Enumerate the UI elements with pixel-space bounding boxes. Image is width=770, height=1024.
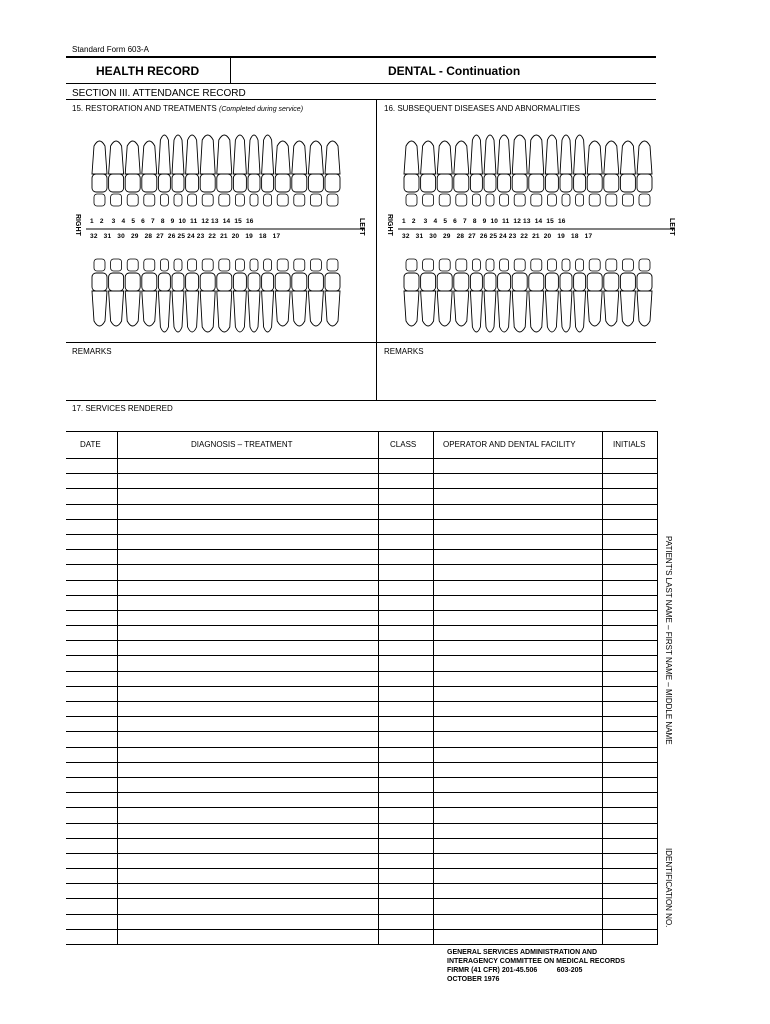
tooth-crown bbox=[262, 174, 274, 192]
tooth-occlusal bbox=[160, 194, 168, 206]
tooth-occlusal bbox=[439, 259, 450, 271]
tooth-occlusal bbox=[111, 259, 122, 271]
tooth-root bbox=[92, 141, 107, 174]
table-row[interactable] bbox=[66, 595, 658, 596]
tooth-root bbox=[172, 135, 184, 174]
subsequent-diseases-title: 16. SUBSEQUENT DISEASES AND ABNORMALITIES bbox=[384, 104, 580, 113]
tooth-crown bbox=[484, 174, 496, 192]
tooth-root bbox=[421, 141, 436, 174]
tooth-occlusal bbox=[219, 194, 230, 206]
table-row[interactable] bbox=[66, 640, 658, 641]
tooth-occlusal bbox=[94, 194, 105, 206]
tooth-occlusal bbox=[622, 259, 633, 271]
tooth-occlusal bbox=[622, 194, 633, 206]
tooth-occlusal bbox=[500, 194, 509, 206]
table-row[interactable] bbox=[66, 458, 658, 459]
table-row[interactable] bbox=[66, 929, 658, 930]
tooth-occlusal bbox=[250, 194, 258, 206]
tooth-occlusal bbox=[472, 259, 480, 271]
tooth-root bbox=[587, 291, 602, 326]
table-row[interactable] bbox=[66, 473, 658, 474]
tooth-root bbox=[470, 291, 482, 332]
column-initials: INITIALS bbox=[613, 440, 646, 449]
tooth-crown bbox=[325, 174, 340, 192]
tooth-occlusal bbox=[202, 194, 213, 206]
table-row[interactable] bbox=[66, 747, 658, 748]
tooth-occlusal bbox=[406, 194, 417, 206]
tooth-occlusal bbox=[606, 194, 617, 206]
dental-continuation-title: DENTAL - Continuation bbox=[388, 64, 521, 78]
tooth-root bbox=[248, 135, 260, 174]
table-row[interactable] bbox=[66, 731, 658, 732]
tooth-occlusal bbox=[423, 259, 434, 271]
tooth-crown bbox=[421, 174, 436, 192]
identification-no-label: IDENTIFICATION NO. bbox=[664, 848, 673, 928]
tooth-crown bbox=[200, 174, 215, 192]
table-row[interactable] bbox=[66, 853, 658, 854]
patient-name-label: PATIENT'S LAST NAME – FIRST NAME – MIDDLE NAME bbox=[664, 536, 673, 745]
remarks-label-15: REMARKS bbox=[72, 347, 112, 356]
header-divider bbox=[230, 58, 231, 83]
tooth-crown bbox=[248, 273, 260, 291]
tooth-crown bbox=[637, 273, 652, 291]
tooth-crown bbox=[142, 273, 157, 291]
tooth-crown bbox=[292, 174, 307, 192]
tooth-crown bbox=[421, 273, 436, 291]
tooth-root bbox=[217, 291, 232, 332]
tooth-crown bbox=[92, 273, 107, 291]
tooth-crown bbox=[158, 273, 170, 291]
tooth-occlusal bbox=[111, 194, 122, 206]
tooth-crown bbox=[125, 273, 140, 291]
tooth-crown bbox=[142, 174, 157, 192]
tooth-crown bbox=[125, 174, 140, 192]
lower-tooth-numbers: 32 31 30 29 28 27 26 25 24 23 22 21 20 19 18 17 bbox=[90, 233, 281, 240]
tooth-root bbox=[158, 135, 170, 174]
tooth-occlusal bbox=[406, 259, 417, 271]
tooth-root bbox=[529, 291, 544, 332]
upper-tooth-numbers: 1 2 3 4 5 6 7 8 9 10 11 12 13 14 15 16 bbox=[90, 218, 254, 225]
tooth-chart-restorations[interactable] bbox=[74, 122, 370, 337]
services-rendered-title: 17. SERVICES RENDERED bbox=[72, 404, 173, 413]
tooth-occlusal bbox=[639, 259, 650, 271]
tooth-crown bbox=[158, 174, 170, 192]
table-row[interactable] bbox=[66, 564, 658, 565]
tooth-crown bbox=[233, 273, 246, 291]
tooth-occlusal bbox=[310, 259, 321, 271]
tooth-occlusal bbox=[277, 259, 288, 271]
tooth-root bbox=[637, 141, 652, 174]
footer-form-number: 603-205 bbox=[556, 967, 583, 974]
tooth-root bbox=[484, 291, 496, 332]
tooth-root bbox=[560, 135, 572, 174]
upper-teeth-group bbox=[92, 135, 340, 206]
tooth-occlusal bbox=[219, 259, 230, 271]
right-side-label: RIGHT bbox=[386, 214, 393, 236]
tooth-crown bbox=[233, 174, 246, 192]
tooth-occlusal bbox=[127, 259, 138, 271]
table-row[interactable] bbox=[66, 610, 658, 611]
tooth-occlusal bbox=[589, 194, 600, 206]
tooth-occlusal bbox=[264, 259, 272, 271]
table-row[interactable] bbox=[66, 944, 658, 945]
footer-line-3 bbox=[447, 966, 625, 975]
tooth-root bbox=[292, 291, 307, 326]
table-row[interactable] bbox=[66, 898, 658, 899]
table-row[interactable] bbox=[66, 807, 658, 808]
tooth-root bbox=[200, 291, 215, 332]
footer-line-4: OCTOBER 1976 bbox=[447, 976, 500, 983]
tooth-crown bbox=[308, 174, 323, 192]
panel-bottom-line bbox=[66, 400, 656, 401]
tooth-root bbox=[200, 135, 215, 174]
tooth-root bbox=[172, 291, 184, 332]
table-row[interactable] bbox=[66, 580, 658, 581]
tooth-occlusal bbox=[606, 259, 617, 271]
tooth-crown bbox=[560, 174, 572, 192]
tooth-occlusal bbox=[547, 194, 556, 206]
table-row[interactable] bbox=[66, 792, 658, 793]
tooth-crown bbox=[470, 273, 482, 291]
tooth-root bbox=[233, 135, 246, 174]
tooth-root bbox=[186, 135, 199, 174]
tooth-occlusal bbox=[486, 259, 494, 271]
tooth-root bbox=[512, 135, 527, 174]
tooth-root bbox=[454, 291, 469, 326]
tooth-occlusal bbox=[456, 259, 467, 271]
tooth-root bbox=[248, 291, 260, 332]
table-row[interactable] bbox=[66, 823, 658, 824]
tooth-root bbox=[484, 135, 496, 174]
tooth-occlusal bbox=[456, 194, 467, 206]
tooth-crown bbox=[545, 174, 558, 192]
tooth-crown bbox=[109, 174, 124, 192]
tooth-occlusal bbox=[188, 194, 197, 206]
tooth-root bbox=[620, 141, 635, 174]
restoration-subtitle-text: (Completed during service) bbox=[219, 106, 304, 113]
tooth-crown bbox=[498, 174, 511, 192]
table-row[interactable] bbox=[66, 534, 658, 535]
tooth-occlusal bbox=[514, 259, 525, 271]
table-row[interactable] bbox=[66, 655, 658, 656]
form-footer bbox=[447, 948, 625, 984]
tooth-root bbox=[125, 291, 140, 326]
lower-teeth-group bbox=[404, 259, 652, 332]
tooth-occlusal bbox=[472, 194, 480, 206]
table-row[interactable] bbox=[66, 519, 658, 520]
table-row[interactable] bbox=[66, 883, 658, 884]
tooth-root bbox=[275, 141, 290, 174]
tooth-occlusal bbox=[250, 259, 258, 271]
tooth-root bbox=[325, 141, 340, 174]
lower-teeth-group bbox=[92, 259, 340, 332]
tooth-root bbox=[637, 291, 652, 326]
table-row[interactable] bbox=[66, 625, 658, 626]
remarks-top-line bbox=[66, 342, 656, 343]
tooth-root bbox=[498, 291, 511, 332]
form-header bbox=[66, 56, 656, 84]
health-record-title: HEALTH RECORD bbox=[96, 64, 200, 78]
tooth-occlusal bbox=[576, 259, 584, 271]
tooth-root bbox=[529, 135, 544, 174]
lower-tooth-numbers: 32 31 30 29 28 27 26 25 24 23 22 21 20 19 18 17 bbox=[402, 233, 593, 240]
table-row[interactable] bbox=[66, 701, 658, 702]
tooth-root bbox=[217, 135, 232, 174]
tooth-occlusal bbox=[439, 194, 450, 206]
tooth-crown bbox=[529, 273, 544, 291]
tooth-root bbox=[545, 135, 558, 174]
tooth-crown bbox=[574, 273, 586, 291]
tooth-root bbox=[512, 291, 527, 332]
tooth-occlusal bbox=[235, 194, 244, 206]
restoration-treatments-title bbox=[72, 104, 303, 113]
tooth-root bbox=[109, 291, 124, 326]
tooth-crown bbox=[437, 174, 452, 192]
tooth-crown bbox=[404, 174, 419, 192]
tooth-crown bbox=[404, 273, 419, 291]
tooth-root bbox=[308, 291, 323, 326]
tooth-root bbox=[142, 141, 157, 174]
remarks-field-16[interactable] bbox=[377, 356, 656, 400]
tooth-occlusal bbox=[202, 259, 213, 271]
table-row[interactable] bbox=[66, 914, 658, 915]
tooth-occlusal bbox=[160, 259, 168, 271]
tooth-crown bbox=[454, 174, 469, 192]
tooth-root bbox=[325, 291, 340, 326]
tooth-crown bbox=[620, 174, 635, 192]
tooth-root bbox=[404, 141, 419, 174]
tooth-root bbox=[545, 291, 558, 332]
left-side-label: LEFT bbox=[358, 218, 365, 236]
tooth-root bbox=[233, 291, 246, 332]
tooth-crown bbox=[292, 273, 307, 291]
table-row[interactable] bbox=[66, 488, 658, 489]
tooth-root bbox=[454, 141, 469, 174]
tooth-root bbox=[308, 141, 323, 174]
teeth-diagram bbox=[386, 122, 682, 337]
tooth-crown bbox=[484, 273, 496, 291]
upper-tooth-numbers: 1 2 3 4 5 6 7 8 9 10 11 12 13 14 15 16 bbox=[402, 218, 566, 225]
tooth-crown bbox=[587, 273, 602, 291]
tooth-root bbox=[574, 135, 586, 174]
tooth-root bbox=[292, 141, 307, 174]
section-divider bbox=[66, 99, 656, 100]
tooth-root bbox=[92, 291, 107, 326]
tooth-crown bbox=[529, 174, 544, 192]
section-title: SECTION III. ATTENDANCE RECORD bbox=[72, 88, 246, 99]
tooth-root bbox=[560, 291, 572, 332]
tooth-crown bbox=[587, 174, 602, 192]
tooth-crown bbox=[604, 174, 619, 192]
tooth-root bbox=[587, 141, 602, 174]
tooth-crown bbox=[545, 273, 558, 291]
tooth-occlusal bbox=[486, 194, 494, 206]
tooth-crown bbox=[620, 273, 635, 291]
tooth-occlusal bbox=[174, 259, 182, 271]
tooth-occlusal bbox=[576, 194, 584, 206]
tooth-crown bbox=[109, 273, 124, 291]
tooth-root bbox=[437, 291, 452, 326]
tooth-crown bbox=[512, 174, 527, 192]
tooth-occlusal bbox=[310, 194, 321, 206]
tooth-occlusal bbox=[174, 194, 182, 206]
tooth-occlusal bbox=[327, 194, 338, 206]
tooth-crown bbox=[217, 273, 232, 291]
remarks-field-15[interactable] bbox=[66, 356, 376, 400]
tooth-crown bbox=[200, 273, 215, 291]
tooth-root bbox=[421, 291, 436, 326]
tooth-crown bbox=[172, 174, 184, 192]
tooth-root bbox=[620, 291, 635, 326]
tooth-root bbox=[186, 291, 199, 332]
table-row[interactable] bbox=[66, 716, 658, 717]
tooth-occlusal bbox=[531, 259, 542, 271]
tooth-root bbox=[574, 291, 586, 332]
tooth-crown bbox=[437, 273, 452, 291]
tooth-crown bbox=[512, 273, 527, 291]
table-row[interactable] bbox=[66, 868, 658, 869]
tooth-crown bbox=[560, 273, 572, 291]
remarks-label-16: REMARKS bbox=[384, 347, 424, 356]
tooth-crown bbox=[454, 273, 469, 291]
tooth-root bbox=[604, 291, 619, 326]
tooth-root bbox=[125, 141, 140, 174]
table-row[interactable] bbox=[66, 686, 658, 687]
tooth-root bbox=[109, 141, 124, 174]
tooth-occlusal bbox=[500, 259, 509, 271]
tooth-occlusal bbox=[589, 259, 600, 271]
table-row[interactable] bbox=[66, 504, 658, 505]
restoration-title-text: 15. RESTORATION AND TREATMENTS bbox=[72, 104, 217, 113]
tooth-crown bbox=[262, 273, 274, 291]
tooth-crown bbox=[308, 273, 323, 291]
tooth-root bbox=[142, 291, 157, 326]
tooth-occlusal bbox=[144, 194, 155, 206]
tooth-crown bbox=[325, 273, 340, 291]
tooth-root bbox=[262, 135, 274, 174]
tooth-occlusal bbox=[547, 259, 556, 271]
tooth-chart-diseases[interactable] bbox=[386, 122, 682, 337]
tooth-root bbox=[604, 141, 619, 174]
panel-divider bbox=[376, 100, 377, 400]
tooth-occlusal bbox=[277, 194, 288, 206]
tooth-occlusal bbox=[531, 194, 542, 206]
teeth-diagram bbox=[74, 122, 370, 337]
tooth-crown bbox=[92, 174, 107, 192]
tooth-crown bbox=[604, 273, 619, 291]
tooth-occlusal bbox=[423, 194, 434, 206]
table-row[interactable] bbox=[66, 777, 658, 778]
upper-teeth-group bbox=[404, 135, 652, 206]
tooth-root bbox=[275, 291, 290, 326]
tooth-root bbox=[498, 135, 511, 174]
right-side-label: RIGHT bbox=[74, 214, 81, 236]
table-row[interactable] bbox=[66, 549, 658, 550]
tooth-occlusal bbox=[562, 194, 570, 206]
footer-line-2: INTERAGENCY COMMITTEE ON MEDICAL RECORDS bbox=[447, 958, 625, 965]
tooth-occlusal bbox=[639, 194, 650, 206]
services-table-top bbox=[66, 431, 658, 432]
tooth-crown bbox=[574, 174, 586, 192]
tooth-crown bbox=[470, 174, 482, 192]
table-row[interactable] bbox=[66, 838, 658, 839]
left-side-label: LEFT bbox=[668, 218, 675, 236]
tooth-crown bbox=[172, 273, 184, 291]
tooth-root bbox=[437, 141, 452, 174]
tooth-occlusal bbox=[327, 259, 338, 271]
tooth-occlusal bbox=[94, 259, 105, 271]
footer-firmr: FIRMR (41 CFR) 201-45.506 bbox=[447, 967, 538, 974]
column-diagnosis-treatment: DIAGNOSIS – TREATMENT bbox=[191, 440, 293, 449]
tooth-occlusal bbox=[264, 194, 272, 206]
tooth-crown bbox=[498, 273, 511, 291]
tooth-occlusal bbox=[294, 194, 305, 206]
tooth-crown bbox=[186, 174, 199, 192]
column-class: CLASS bbox=[390, 440, 417, 449]
tooth-root bbox=[470, 135, 482, 174]
tooth-crown bbox=[217, 174, 232, 192]
column-operator-facility: OPERATOR AND DENTAL FACILITY bbox=[443, 440, 576, 449]
tooth-crown bbox=[248, 174, 260, 192]
table-row[interactable] bbox=[66, 671, 658, 672]
tooth-crown bbox=[275, 174, 290, 192]
tooth-occlusal bbox=[235, 259, 244, 271]
tooth-occlusal bbox=[514, 194, 525, 206]
tooth-root bbox=[158, 291, 170, 332]
table-row[interactable] bbox=[66, 762, 658, 763]
tooth-crown bbox=[275, 273, 290, 291]
tooth-occlusal bbox=[562, 259, 570, 271]
tooth-occlusal bbox=[127, 194, 138, 206]
tooth-crown bbox=[637, 174, 652, 192]
tooth-occlusal bbox=[188, 259, 197, 271]
tooth-occlusal bbox=[144, 259, 155, 271]
tooth-crown bbox=[186, 273, 199, 291]
footer-line-1: GENERAL SERVICES ADMINISTRATION AND bbox=[447, 949, 597, 956]
tooth-occlusal bbox=[294, 259, 305, 271]
tooth-root bbox=[262, 291, 274, 332]
tooth-root bbox=[404, 291, 419, 326]
column-date: DATE bbox=[80, 440, 101, 449]
standard-form-label: Standard Form 603-A bbox=[72, 45, 149, 54]
